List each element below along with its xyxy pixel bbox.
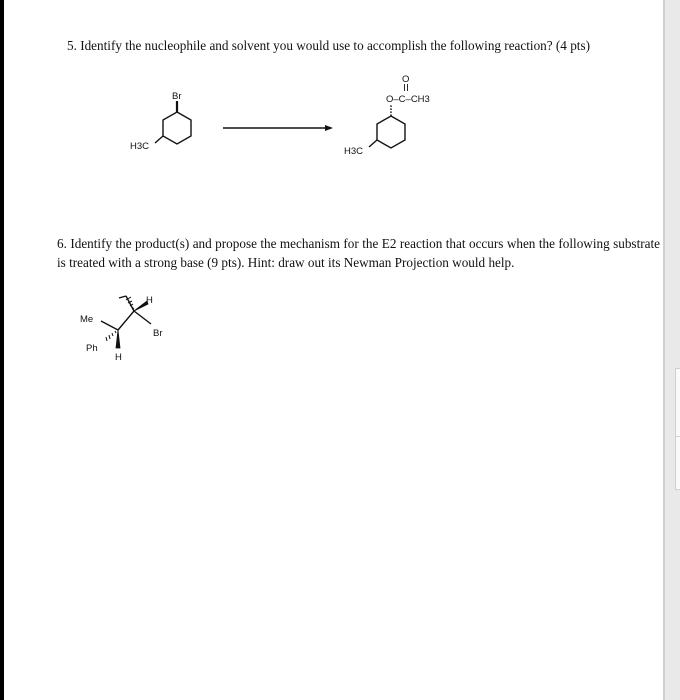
substrate-c1-me-bond <box>101 321 118 330</box>
substrate-h-bottom-label: H <box>115 352 122 363</box>
product-methyl-label: H3C <box>344 146 364 157</box>
question-6-text: 6. Identify the product(s) and propose the mechanism for the E2 reaction that occurs when the following substrate is treated with a strong base (9 pts). Hint: draw out its Newman Projection would help. <box>57 236 660 270</box>
substrate-methyl-top-tail <box>119 296 126 298</box>
substrate-h-top-label: H <box>146 295 153 306</box>
substrate-c1-c2-bond <box>118 311 134 330</box>
reactant-methyl-label: H3C <box>130 141 150 152</box>
reactant-methyl-bond <box>155 136 163 143</box>
question-5-text: 5. Identify the nucleophile and solvent you would use to accomplish the following reaction? (4 pts) <box>67 38 590 53</box>
substrate-c2-br-bond <box>134 311 151 324</box>
substrate-h-bottom-wedge <box>116 330 120 348</box>
product-carbonyl-o-label: O <box>402 74 410 85</box>
substrate-br-label: Br <box>153 328 163 339</box>
product-cyclohexane-ring <box>377 116 405 148</box>
reaction-arrow-head <box>325 125 333 131</box>
reactant-br-label: Br <box>172 91 182 102</box>
reactant-cyclohexane-ring <box>163 112 191 144</box>
substrate-me-label: Me <box>80 314 94 325</box>
substrate-ph-hashed-bond <box>106 331 116 341</box>
product-ester-label: O–C–CH3 <box>386 94 430 105</box>
substrate-ph-label: Ph <box>86 343 98 354</box>
product-methyl-bond <box>369 140 377 147</box>
